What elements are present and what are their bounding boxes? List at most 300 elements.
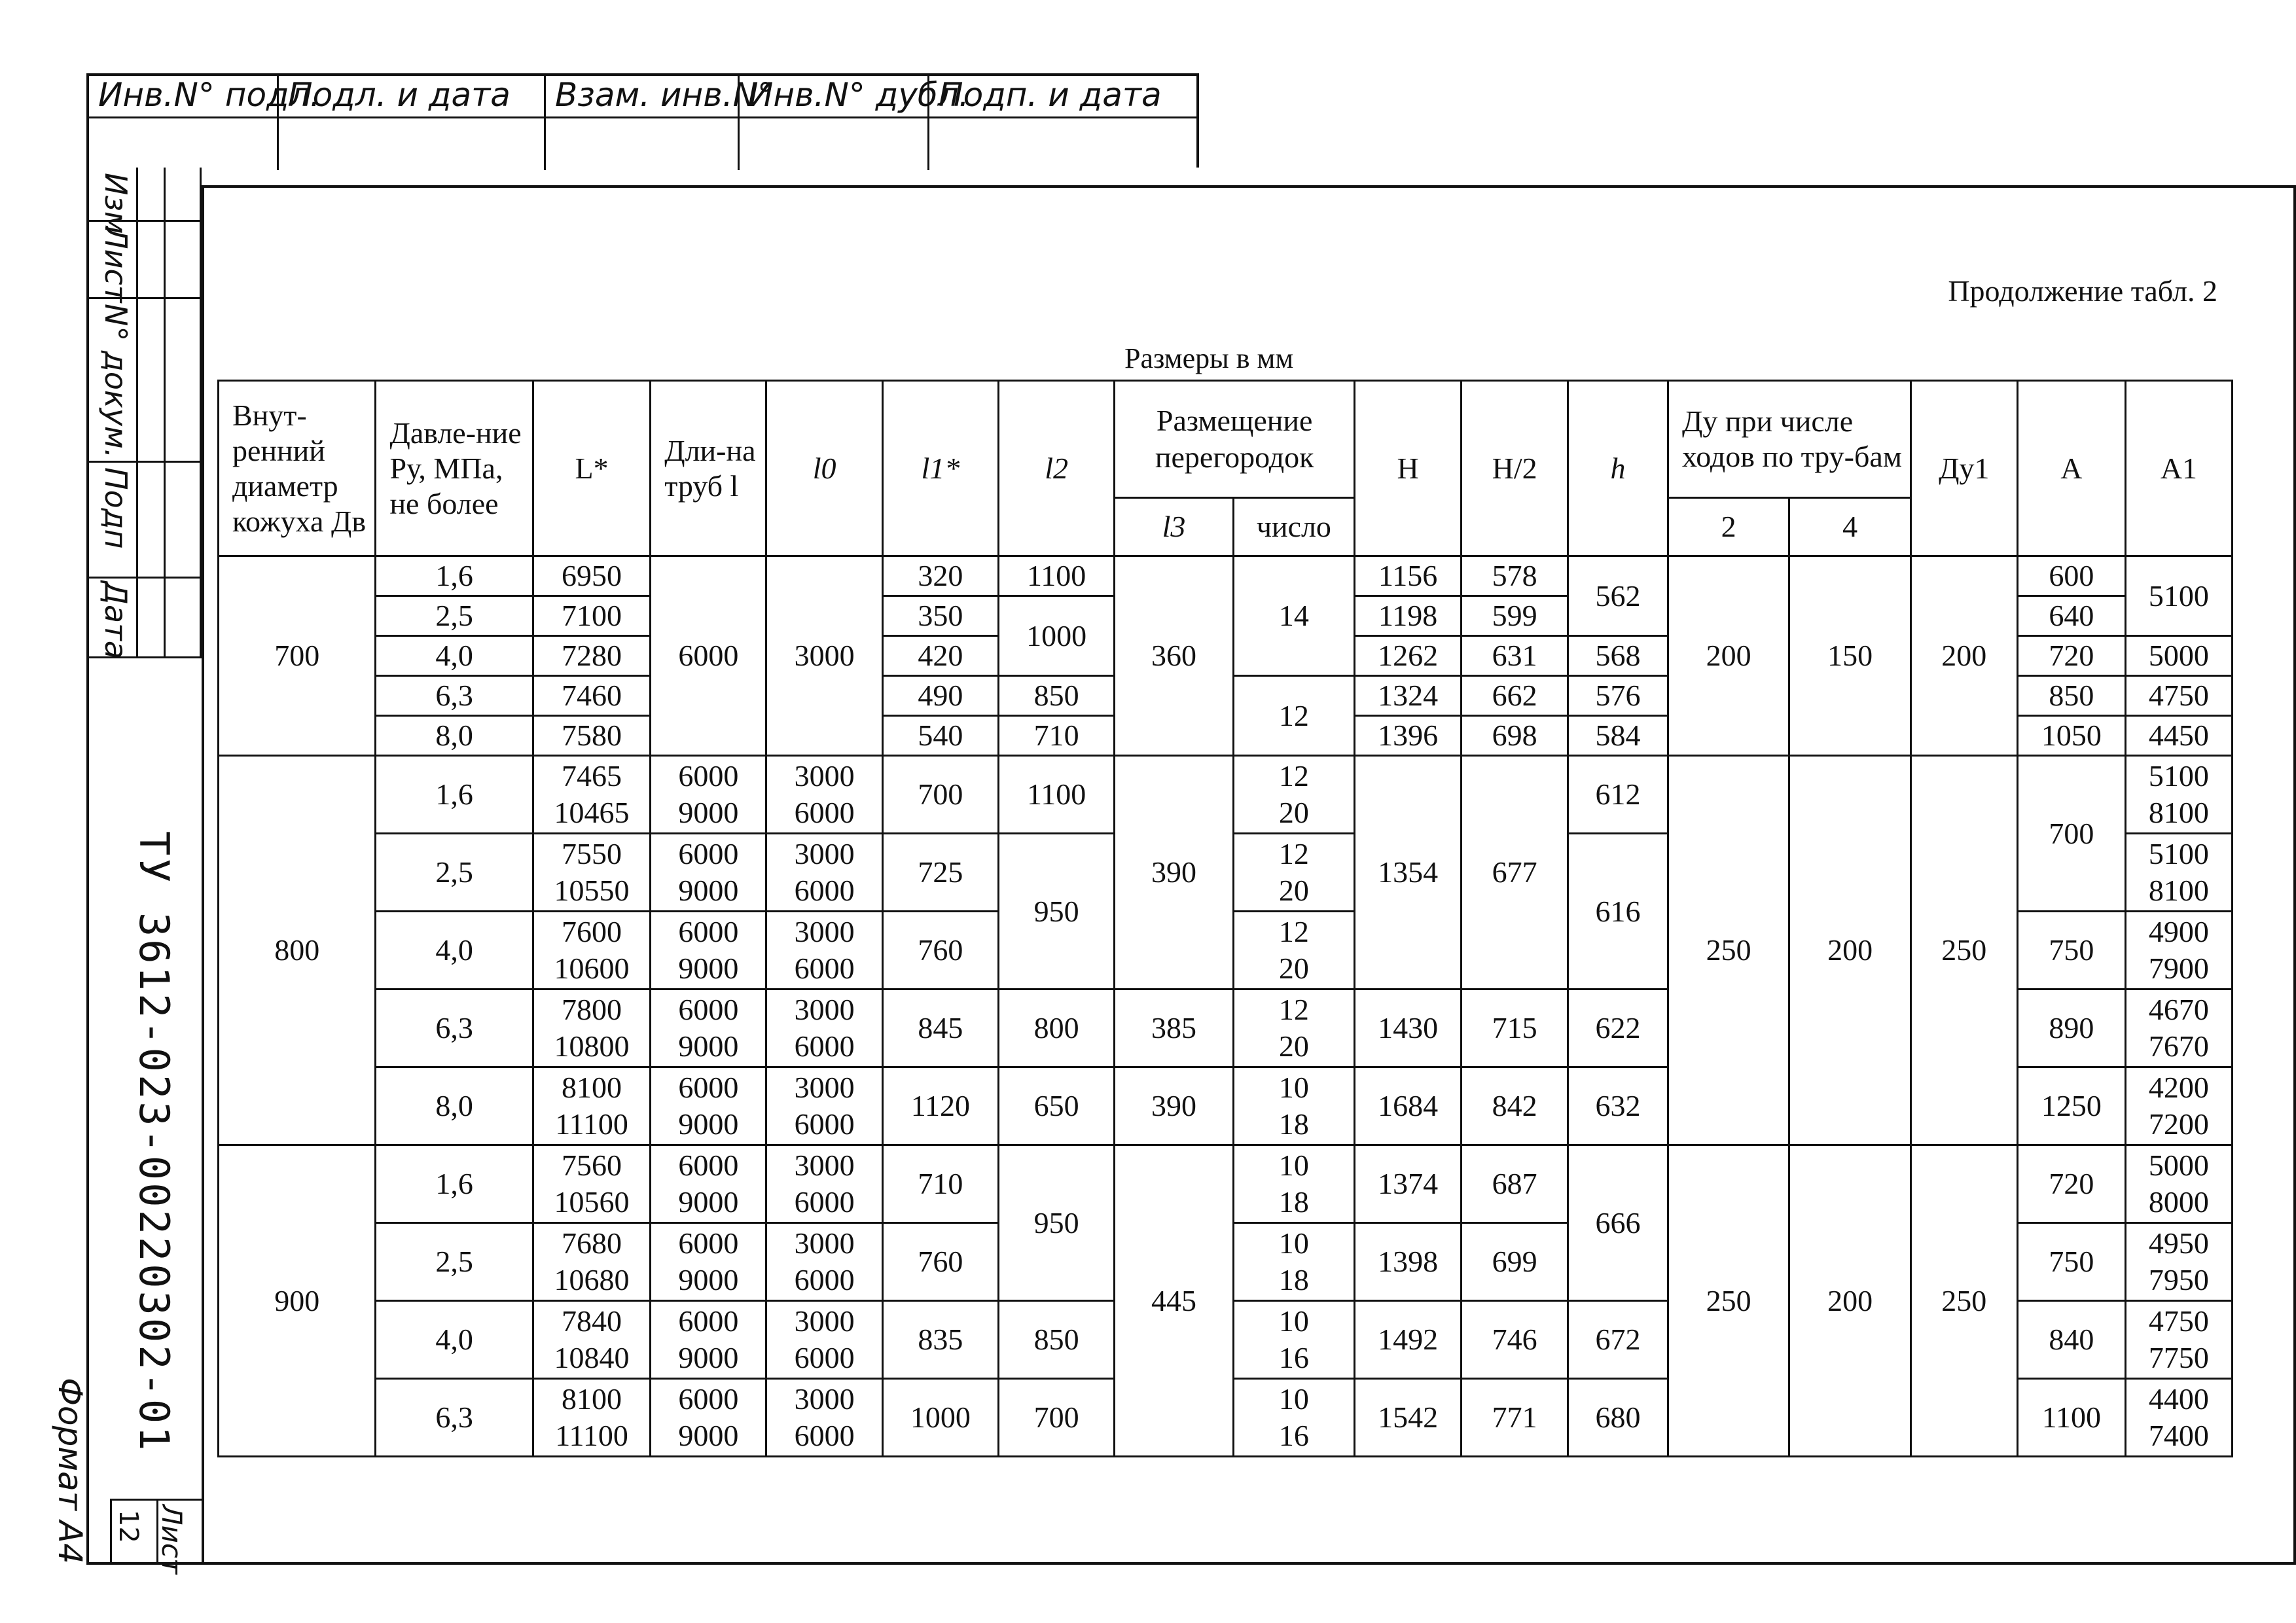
cell-value: 6000 — [794, 1185, 855, 1219]
cell-H2: 842 — [1462, 1067, 1568, 1145]
cell-py: 6,3 — [376, 676, 533, 716]
cell-l1: 725 — [882, 834, 998, 912]
cell-l2: 950 — [999, 1145, 1115, 1301]
cell-value: 6000 — [678, 993, 739, 1026]
frame-bottom-line — [86, 1562, 207, 1565]
cell-l — [651, 834, 766, 912]
stamp-header-cell: Инв.N° дубл. — [740, 76, 929, 116]
cell-value: 9000 — [678, 1107, 739, 1141]
cell-py: 2,5 — [376, 834, 533, 912]
cell-l1: 700 — [882, 756, 998, 834]
cell-l1: 760 — [882, 912, 998, 990]
cell-value: 6000 — [678, 759, 739, 793]
cell-value: 5000 — [2148, 1149, 2209, 1182]
header-h: h — [1568, 381, 1668, 556]
cell-value: 12 — [1278, 837, 1309, 870]
cell-l — [651, 1301, 766, 1379]
cell-A: 640 — [2017, 596, 2125, 636]
cell-value: 4950 — [2148, 1226, 2209, 1260]
cell-l1: 350 — [882, 596, 998, 636]
cell-py: 4,0 — [376, 636, 533, 676]
cell-A1: 4450 — [2125, 716, 2232, 756]
cell-A: 890 — [2017, 990, 2125, 1067]
cell-l2: 650 — [999, 1067, 1115, 1145]
cell-value: 4670 — [2148, 993, 2209, 1026]
cell-du1: 250 — [1910, 1145, 2017, 1457]
cell-L: 7280 — [533, 636, 650, 676]
cell-value: 10550 — [554, 874, 630, 907]
cell-L: 7460 — [533, 676, 650, 716]
cell-l1: 420 — [882, 636, 998, 676]
units-note: Размеры в мм — [1124, 342, 1294, 374]
cell-l0 — [766, 1067, 882, 1145]
cell-value: 7680 — [562, 1226, 622, 1260]
cell-L: 6950 — [533, 556, 650, 596]
cell-value: 7465 — [562, 759, 622, 793]
strip-label-change: Изм — [98, 173, 134, 234]
cell-l — [651, 1223, 766, 1301]
cell-H: 1324 — [1355, 676, 1462, 716]
cell-value: 3000 — [794, 993, 855, 1026]
cell-A1 — [2125, 1067, 2232, 1145]
cell-py: 4,0 — [376, 1301, 533, 1379]
stamp-blank-row — [89, 116, 1196, 170]
cell-value: 5100 — [2148, 837, 2209, 870]
cell-value: 10600 — [554, 952, 630, 985]
cell-value: 12 — [1278, 915, 1309, 948]
cell-value: 18 — [1278, 1263, 1309, 1296]
cell-value: 3000 — [794, 1382, 855, 1416]
cell-value: 6000 — [678, 1149, 739, 1182]
cell-value: 4750 — [2148, 1304, 2209, 1338]
header-partitions: Размещение перегородок — [1115, 381, 1355, 498]
cell-py: 8,0 — [376, 1067, 533, 1145]
cell-H: 1156 — [1355, 556, 1462, 596]
cell-value: 6000 — [678, 1304, 739, 1338]
cell-A1 — [2125, 1301, 2232, 1379]
stamp-header-row — [89, 76, 1196, 118]
cell-count — [1233, 1379, 1354, 1457]
cell-count — [1233, 990, 1354, 1067]
cell-l0: 3000 — [766, 556, 882, 756]
cell-value: 10840 — [554, 1341, 630, 1374]
cell-value: 9000 — [678, 874, 739, 907]
table-caption: Продолжение табл. 2 — [1948, 274, 2217, 308]
cell-value: 18 — [1278, 1185, 1309, 1219]
cell-count: 14 — [1233, 556, 1354, 676]
cell-L — [533, 990, 650, 1067]
cell-du1: 250 — [1910, 756, 2017, 1145]
header-l0: l0 — [766, 381, 882, 556]
header-l1: l1* — [882, 381, 998, 556]
cell-A1 — [2125, 1379, 2232, 1457]
cell-value: 7750 — [2148, 1341, 2209, 1374]
cell-H2: 771 — [1462, 1379, 1568, 1457]
cell-value: 11100 — [555, 1419, 628, 1452]
cell-value: 3000 — [794, 1071, 855, 1104]
sheet-number: 12 — [113, 1510, 143, 1543]
cell-py: 4,0 — [376, 912, 533, 990]
cell-A: 840 — [2017, 1301, 2125, 1379]
header-H2: H/2 — [1462, 381, 1568, 556]
stamp-header-cell: Взам. инв.N° — [546, 76, 740, 116]
cell-py: 6,3 — [376, 1379, 533, 1457]
strip-label-date: Дата — [98, 581, 134, 660]
stamp-header-cell: Подп. и дата — [939, 76, 1162, 114]
cell-l1: 845 — [882, 990, 998, 1067]
cell-L — [533, 1067, 650, 1145]
stamp-blank-cell — [89, 116, 279, 170]
cell-value: 16 — [1278, 1419, 1309, 1452]
cell-l0 — [766, 756, 882, 834]
cell-value: 10560 — [554, 1185, 630, 1219]
cell-value: 9000 — [678, 1029, 739, 1063]
cell-value: 3000 — [794, 837, 855, 870]
cell-L — [533, 756, 650, 834]
cell-l1: 540 — [882, 716, 998, 756]
cell-A: 720 — [2017, 636, 2125, 676]
cell-h: 584 — [1568, 716, 1668, 756]
cell-du4: 200 — [1789, 1145, 1910, 1457]
strip-divider — [164, 168, 166, 658]
cell-value: 7200 — [2148, 1107, 2209, 1141]
cell-h: 622 — [1568, 990, 1668, 1067]
cell-L — [533, 1301, 650, 1379]
cell-l — [651, 1379, 766, 1457]
cell-value: 7550 — [562, 837, 622, 870]
cell-H: 1354 — [1355, 756, 1462, 990]
cell-value: 9000 — [678, 1419, 739, 1452]
cell-value: 8100 — [562, 1071, 622, 1104]
cell-l — [651, 912, 766, 990]
cell-l3: 385 — [1115, 990, 1233, 1067]
cell-A1 — [2125, 1223, 2232, 1301]
cell-l0 — [766, 1301, 882, 1379]
cell-l1: 760 — [882, 1223, 998, 1301]
cell-value: 18 — [1278, 1107, 1309, 1141]
header-H: H — [1355, 381, 1462, 556]
cell-du4: 200 — [1789, 756, 1910, 1145]
cell-h: 576 — [1568, 676, 1668, 716]
cell-h: 612 — [1568, 756, 1668, 834]
cell-value: 16 — [1278, 1341, 1309, 1374]
cell-value: 10 — [1278, 1071, 1309, 1104]
cell-A1 — [2125, 1145, 2232, 1223]
cell-dv: 800 — [219, 756, 376, 1145]
cell-A1 — [2125, 912, 2232, 990]
cell-value: 6000 — [794, 1419, 855, 1452]
sheet-label: Лист — [156, 1505, 188, 1575]
cell-py: 1,6 — [376, 556, 533, 596]
cell-value: 8100 — [2148, 796, 2209, 829]
cell-L — [533, 912, 650, 990]
cell-value: 7840 — [562, 1304, 622, 1338]
cell-value: 6000 — [678, 1226, 739, 1260]
stamp-header-cell: Инв.N° подл. — [89, 76, 279, 116]
header-du-4: 4 — [1789, 498, 1910, 556]
cell-l3: 445 — [1115, 1145, 1233, 1457]
cell-A: 750 — [2017, 1223, 2125, 1301]
cell-value: 3000 — [794, 1226, 855, 1260]
stamp-header-cell: Подл. и дата — [279, 76, 546, 116]
dimensions-table — [217, 380, 2233, 1457]
cell-value: 10 — [1278, 1382, 1309, 1416]
cell-l0 — [766, 990, 882, 1067]
cell-A: 750 — [2017, 912, 2125, 990]
cell-H2: 746 — [1462, 1301, 1568, 1379]
header-A: А — [2017, 381, 2125, 556]
cell-value: 6000 — [678, 1071, 739, 1104]
cell-l — [651, 1067, 766, 1145]
cell-value: 3000 — [794, 1149, 855, 1182]
cell-A: 850 — [2017, 676, 2125, 716]
cell-value: 12 — [1278, 993, 1309, 1026]
cell-h: 568 — [1568, 636, 1668, 676]
cell-value: 7670 — [2148, 1029, 2209, 1063]
cell-value: 4900 — [2148, 915, 2209, 948]
cell-A1 — [2125, 834, 2232, 912]
cell-value: 10 — [1278, 1226, 1309, 1260]
cell-value: 4200 — [2148, 1071, 2209, 1104]
cell-L: 7580 — [533, 716, 650, 756]
cell-H2: 631 — [1462, 636, 1568, 676]
cell-l2: 1100 — [999, 756, 1115, 834]
header-pressure: Давле-ние Pу, МПа, не более — [376, 381, 533, 556]
cell-value: 20 — [1278, 1029, 1309, 1063]
cell-l3: 390 — [1115, 1067, 1233, 1145]
cell-du4: 150 — [1789, 556, 1910, 756]
cell-H: 1492 — [1355, 1301, 1462, 1379]
cell-du1: 200 — [1910, 556, 2017, 756]
cell-A1: 4750 — [2125, 676, 2232, 716]
cell-value: 6000 — [794, 1341, 855, 1374]
cell-value: 9000 — [678, 1263, 739, 1296]
cell-l2: 710 — [999, 716, 1115, 756]
cell-py: 1,6 — [376, 1145, 533, 1223]
cell-L — [533, 1145, 650, 1223]
cell-value: 6000 — [678, 915, 739, 948]
cell-value: 9000 — [678, 1341, 739, 1374]
header-du-group: Дy при числе ходов по тру-бам — [1668, 381, 1910, 498]
table-row — [219, 556, 2233, 596]
cell-value: 11100 — [555, 1107, 628, 1141]
cell-H: 1262 — [1355, 636, 1462, 676]
cell-H: 1374 — [1355, 1145, 1462, 1223]
table-row — [219, 1145, 2233, 1223]
cell-py: 6,3 — [376, 990, 533, 1067]
cell-l2: 1100 — [999, 556, 1115, 596]
cell-l1: 835 — [882, 1301, 998, 1379]
cell-l3: 390 — [1115, 756, 1233, 990]
cell-h: 680 — [1568, 1379, 1668, 1457]
strip-divider — [89, 461, 202, 463]
cell-value: 6000 — [794, 1029, 855, 1063]
cell-A: 700 — [2017, 756, 2125, 912]
cell-l — [651, 990, 766, 1067]
cell-value: 8100 — [2148, 874, 2209, 907]
cell-value: 20 — [1278, 796, 1309, 829]
stamp-blank-cell — [279, 116, 546, 170]
cell-count — [1233, 834, 1354, 912]
header-l2: l2 — [999, 381, 1115, 556]
header-du1: Дy1 — [1910, 381, 2017, 556]
cell-H: 1684 — [1355, 1067, 1462, 1145]
revision-strip — [89, 168, 202, 658]
cell-value: 20 — [1278, 874, 1309, 907]
cell-H2: 715 — [1462, 990, 1568, 1067]
cell-A: 600 — [2017, 556, 2125, 596]
cell-py: 2,5 — [376, 1223, 533, 1301]
cell-A1: 5100 — [2125, 556, 2232, 636]
cell-l2: 800 — [999, 990, 1115, 1067]
cell-value: 6000 — [794, 874, 855, 907]
cell-l2: 850 — [999, 1301, 1115, 1379]
cell-H2: 578 — [1462, 556, 1568, 596]
cell-value: 7600 — [562, 915, 622, 948]
header-inner-diameter: Внут-ренний диаметр кожуха Дв — [219, 381, 376, 556]
cell-l: 6000 — [651, 556, 766, 756]
cell-h: 632 — [1568, 1067, 1668, 1145]
cell-H: 1396 — [1355, 716, 1462, 756]
cell-A: 720 — [2017, 1145, 2125, 1223]
cell-value: 6000 — [678, 1382, 739, 1416]
cell-value: 7950 — [2148, 1263, 2209, 1296]
cell-l — [651, 756, 766, 834]
cell-l0 — [766, 834, 882, 912]
cell-l2: 850 — [999, 676, 1115, 716]
cell-value: 6000 — [794, 1263, 855, 1296]
cell-count — [1233, 1223, 1354, 1301]
cell-l2: 950 — [999, 834, 1115, 990]
cell-L — [533, 1223, 650, 1301]
cell-dv: 700 — [219, 556, 376, 756]
cell-py: 1,6 — [376, 756, 533, 834]
cell-du2: 250 — [1668, 756, 1789, 1145]
cell-value: 7900 — [2148, 952, 2209, 985]
cell-l3: 360 — [1115, 556, 1233, 756]
cell-l0 — [766, 1223, 882, 1301]
cell-L — [533, 834, 650, 912]
strip-divider — [136, 168, 138, 658]
cell-value: 8000 — [2148, 1185, 2209, 1219]
cell-du2: 250 — [1668, 1145, 1789, 1457]
cell-l0 — [766, 1145, 882, 1223]
cell-H: 1542 — [1355, 1379, 1462, 1457]
cell-H2: 698 — [1462, 716, 1568, 756]
sheet-number-box — [110, 1499, 202, 1575]
cell-value: 10465 — [554, 796, 630, 829]
cell-l1: 1000 — [882, 1379, 998, 1457]
cell-value: 9000 — [678, 796, 739, 829]
cell-H: 1430 — [1355, 990, 1462, 1067]
cell-L — [533, 1379, 650, 1457]
cell-h: 562 — [1568, 556, 1668, 636]
cell-A1: 5000 — [2125, 636, 2232, 676]
cell-l1: 490 — [882, 676, 998, 716]
cell-count: 12 — [1233, 676, 1354, 756]
cell-count — [1233, 912, 1354, 990]
cell-value: 8100 — [562, 1382, 622, 1416]
cell-value: 6000 — [794, 952, 855, 985]
strip-label-sheet: Лист — [98, 226, 134, 303]
cell-H: 1198 — [1355, 596, 1462, 636]
cell-h: 666 — [1568, 1145, 1668, 1301]
cell-L: 7100 — [533, 596, 650, 636]
header-L: L* — [533, 381, 650, 556]
stamp-blank-cell — [546, 116, 740, 170]
cell-l — [651, 1145, 766, 1223]
cell-count — [1233, 756, 1354, 834]
cell-l1: 320 — [882, 556, 998, 596]
cell-du2: 200 — [1668, 556, 1789, 756]
cell-A1 — [2125, 990, 2232, 1067]
approval-stamp-top — [86, 73, 1199, 168]
stamp-blank-cell — [929, 116, 1196, 170]
cell-l2: 700 — [999, 1379, 1115, 1457]
cell-value: 3000 — [794, 915, 855, 948]
cell-H2: 677 — [1462, 756, 1568, 990]
cell-value: 10680 — [554, 1263, 630, 1296]
cell-value: 4400 — [2148, 1382, 2209, 1416]
cell-value: 10800 — [554, 1029, 630, 1063]
cell-value: 9000 — [678, 1185, 739, 1219]
cell-l0 — [766, 912, 882, 990]
cell-l1: 710 — [882, 1145, 998, 1223]
strip-divider — [89, 577, 202, 579]
header-du-2: 2 — [1668, 498, 1789, 556]
cell-A: 1050 — [2017, 716, 2125, 756]
cell-value: 3000 — [794, 1304, 855, 1338]
cell-value: 10 — [1278, 1149, 1309, 1182]
cell-value: 6000 — [678, 837, 739, 870]
cell-value: 9000 — [678, 952, 739, 985]
cell-value: 7800 — [562, 993, 622, 1026]
cell-value: 20 — [1278, 952, 1309, 985]
cell-count — [1233, 1067, 1354, 1145]
format-label: Формат А4 — [51, 1378, 89, 1564]
cell-H2: 699 — [1462, 1223, 1568, 1301]
header-tube-length: Дли-на труб l — [651, 381, 766, 556]
header-A1: А1 — [2125, 381, 2232, 556]
cell-count — [1233, 1301, 1354, 1379]
cell-A1 — [2125, 756, 2232, 834]
cell-value: 6000 — [794, 1107, 855, 1141]
cell-H2: 687 — [1462, 1145, 1568, 1223]
table-row — [219, 756, 2233, 834]
cell-A: 1250 — [2017, 1067, 2125, 1145]
cell-l2: 1000 — [999, 596, 1115, 676]
cell-value: 7560 — [562, 1149, 622, 1182]
strip-label-signature: Подп — [98, 467, 134, 549]
cell-H2: 662 — [1462, 676, 1568, 716]
cell-A: 1100 — [2017, 1379, 2125, 1457]
stamp-blank-cell — [740, 116, 929, 170]
cell-count — [1233, 1145, 1354, 1223]
cell-l0 — [766, 1379, 882, 1457]
cell-dv: 900 — [219, 1145, 376, 1457]
cell-value: 12 — [1278, 759, 1309, 793]
cell-H2: 599 — [1462, 596, 1568, 636]
document-code: ТУ 3612-023-00220302-01 — [130, 831, 178, 1454]
strip-label-docnum: N° докум. — [98, 304, 134, 459]
cell-value: 10 — [1278, 1304, 1309, 1338]
cell-value: 3000 — [794, 759, 855, 793]
cell-value: 5100 — [2148, 759, 2209, 793]
cell-py: 8,0 — [376, 716, 533, 756]
cell-H: 1398 — [1355, 1223, 1462, 1301]
cell-value: 6000 — [794, 796, 855, 829]
cell-py: 2,5 — [376, 596, 533, 636]
